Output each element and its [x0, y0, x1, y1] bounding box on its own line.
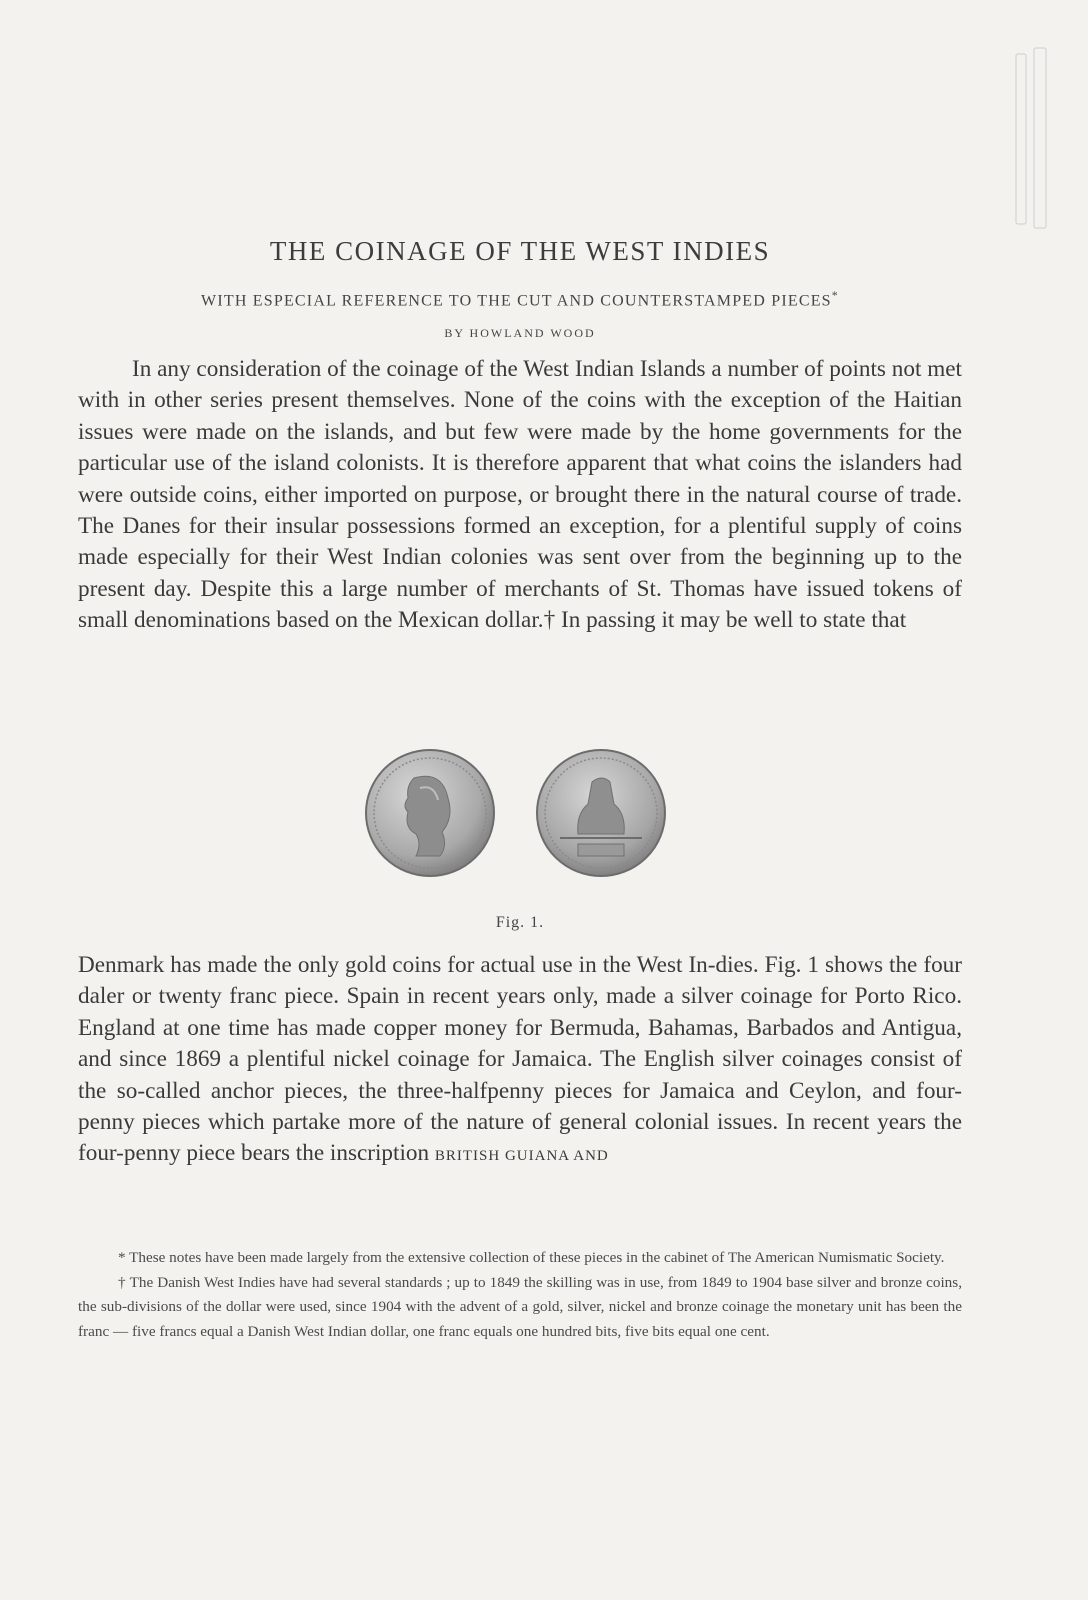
footnote-2: † The Danish West Indies have had several standards ; up to 1849 the skilling was in use, from 1849 to 1904 base silver and bronze coins, the sub-divisions of the dollar were used, since 1904 with the advent of a gold, silver, nickel and bronze coinage the monetary unit has been the franc — five francs equal a Danish West Indian dollar, one franc equals one hundred bits, five bits equal one cent.: [78, 1273, 962, 1340]
footnotes: [78, 1246, 962, 1344]
figure-1-coins: [78, 748, 962, 878]
article-subtitle: [78, 288, 962, 310]
coin-reverse-image: [534, 748, 668, 878]
footnote-1: * These notes have been made largely from the extensive collection of these pieces in the cabinet of The American Numismatic Society.: [118, 1249, 945, 1266]
paragraph-2: [78, 950, 962, 1173]
subtitle-text: WITH ESPECIAL REFERENCE TO THE CUT AND COUNTERSTAMPED PIECES: [201, 292, 832, 310]
author-byline: BY HOWLAND WOOD: [444, 326, 596, 340]
paragraph-2-smallcaps: BRITISH GUIANA AND: [434, 1148, 609, 1165]
subtitle-footnote-mark: *: [831, 288, 839, 302]
library-stamp: [1012, 44, 1072, 234]
paragraph-2-text: Denmark has made the only gold coins for actual use in the West In-dies. Fig. 1 shows the four daler or twenty franc piece. Spain in recent years only, made a silver coinage for Porto Rico. England at one time has made copper money for Bermuda, Bahamas, Barbados and Antigua, and since 1869 a plentiful nickel coinage for Jamaica. The English silver coinages consist of the so-called anchor pieces, the three-halfpenny pieces for Jamaica and Ceylon, and four-penny pieces which partake more of the nature of general colonial issues. In recent years the four-penny piece bears the inscription: [78, 952, 962, 1167]
article-title: THE COINAGE OF THE WEST INDIES: [269, 236, 771, 266]
paragraph-1: In any consideration of the coinage of the West Indian Islands a number of points not met with in other series present themselves. None of the coins with the exception of the Haitian issues were made on the islands, and but few were made by the home governments for the particular use of the island colonists. It is therefore apparent that what coins the islanders had were outside coins, either imported on purpose, or brought there in the natural course of trade. The Danes for their insular possessions formed an exception, for a plentiful supply of coins made especially for their West Indian colonies was sent over from the beginning up to the present day. Despite this a large number of merchants of St. Thomas have issued tokens of small denominations based on the Mexican dollar.† In passing it may be well to state that: [78, 356, 962, 634]
figure-caption: Fig. 1.: [495, 914, 545, 931]
coin-obverse-image: [364, 748, 496, 878]
